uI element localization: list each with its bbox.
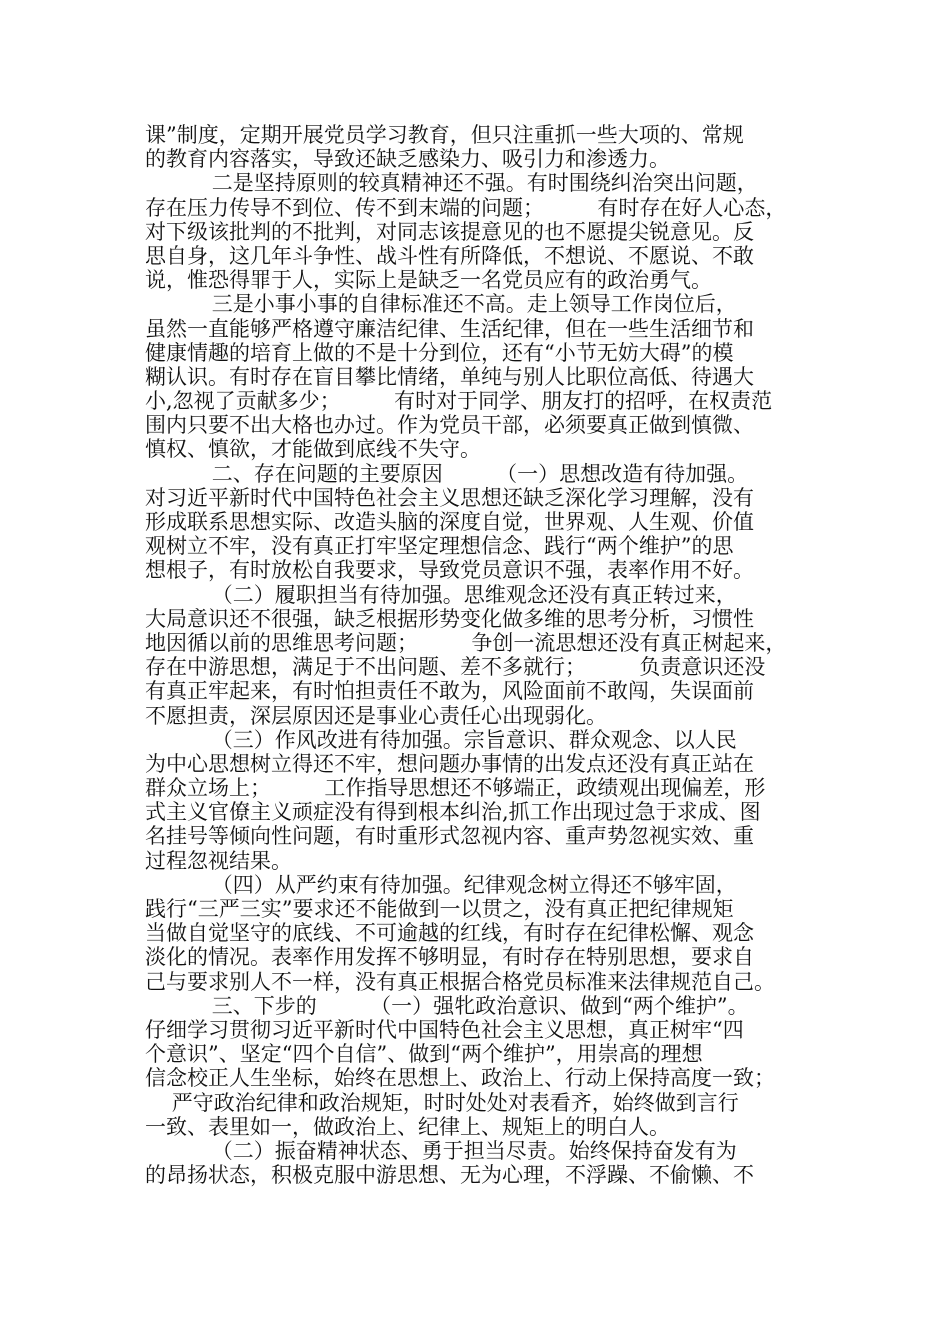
text-line: 式主义官僚主义顽症没有得到根本纠治,抓工作出现过急于求成、图 (145, 800, 761, 825)
text-line: 一致、表里如一，做政治上、纪律上、规矩上的明白人。 (145, 1114, 670, 1139)
text-line: 信念校正人生坐标，始终在思想上、政治上、行动上保持高度一致； (145, 1066, 775, 1091)
document-body (145, 123, 810, 1187)
text-line: 地因循以前的思维思考问题； 争创一流思想还没有真正树起来， (145, 630, 787, 655)
text-line: （三）作风改进有待加强。宗旨意识、群众观念、以人民 (145, 727, 737, 752)
text-line: 严守政治纪律和政治规矩，时时处处对表看齐，始终做到言行 (145, 1090, 739, 1115)
text-line: 仔细学习贯彻习近平新时代中国特色社会主义思想，真正树牢“四 (145, 1017, 744, 1042)
text-line: 的教育内容落实，导致还缺乏感染力、吸引力和渗透力。 (145, 147, 670, 172)
text-line: 有真正牢起来，有时怕担责任不敢为，风险面前不敢闯，失误面前 (145, 679, 754, 704)
text-line: 观树立不牢，没有真正打牢坚定理想信念、践行“两个维护”的思 (145, 534, 734, 559)
text-line: 为中心思想树立得还不牢，想问题办事情的出发点还没有真正站在 (145, 751, 754, 776)
text-line: 二是坚持原则的较真精神还不强。有时围绕纠治突出问题， (145, 171, 758, 196)
text-line: 对下级该批判的不批判，对同志该提意见的也不愿提尖锐意见。反 (145, 219, 754, 244)
text-line: 糊认识。有时存在盲目攀比情绪，单纯与别人比职位高低、待遇大 (145, 364, 754, 389)
text-line: 思自身，这几年斗争性、战斗性有所降低，不想说、不愿说、不敢 (145, 243, 754, 268)
text-line: 的昂扬状态，积极克服中游思想、无为心理，不浮躁、不偷懒、不 (145, 1163, 754, 1188)
text-line: 存在中游思想，满足于不出问题、差不多就行； 负责意识还没 (145, 655, 766, 680)
text-line: 小,忽视了贡献多少； 有时对于同学、朋友打的招呼，在权责范 (145, 389, 773, 414)
text-line: 名挂号等倾向性问题，有时重形式忽视内容、重声势忽视实效、重 (145, 824, 754, 849)
text-line: 存在压力传导不到位、传不到末端的问题； 有时存在好人心态， (145, 195, 787, 220)
text-line: 己与要求别人不一样，没有真正根据合格党员标准来法律规范自己。 (145, 969, 775, 994)
text-line: 对习近平新时代中国特色社会主义思想还缺乏深化学习理解，没有 (145, 485, 754, 510)
text-line: 践行“三严三实”要求还不能做到一以贯之，没有真正把纪律规矩 (145, 897, 734, 921)
text-line: 说，惟恐得罪于人，实际上是缺乏一名党员应有的政治勇气。 (145, 268, 712, 293)
text-line: （二）振奋精神状态、勇于担当尽责。始终保持奋发有为 (145, 1138, 737, 1163)
text-line: 大局意识还不很强，缺乏根据形势变化做多维的思考分析，习惯性 (145, 606, 754, 631)
text-line: 个意识”、坚定“四个自信”、做到“两个维护”，用崇高的理想 (145, 1042, 703, 1067)
text-line: 围内只要不出大格也办过。作为党员干部，必须要真正做到慎微、 (145, 413, 754, 438)
text-line: 群众立场上； 工作指导思想还不够端正，政绩观出现偏差，形 (145, 776, 766, 801)
text-line: 想根子，有时放松自我要求，导致党员意识不强，表率作用不好。 (145, 558, 754, 583)
text-line: 健康情趣的培育上做的不是十分到位，还有“小节无妨大碍”的模 (145, 340, 734, 365)
text-line: （四）从严约束有待加强。纪律观念树立得还不够牢固， (145, 872, 737, 897)
text-line: 不愿担责，深层原因还是事业心责任心出现弱化。 (145, 703, 607, 728)
text-line: 慎权、慎欲，才能做到底线不失守。 (145, 437, 481, 462)
text-line: 当做自觉坚守的底线、不可逾越的红线，有时存在纪律松懈、观念 (145, 921, 754, 946)
text-line: 形成联系思想实际、改造头脑的深度自觉，世界观、人生观、价值 (145, 510, 754, 534)
text-line: 二、存在问题的主要原因 （一）思想改造有待加强。 (145, 461, 749, 486)
text-line: 课”制度，定期开展党员学习教育，但只注重抓一些大项的、常规 (145, 123, 744, 147)
text-line: 三、下步的 （一）强牝政治意识、做到“两个维护”。 (145, 993, 749, 1018)
text-line: 三是小事小事的自律标准还不高。走上领导工作岗位后， (145, 292, 737, 317)
text-line: 虽然一直能够严格遵守廉洁纪律、生活纪律，但在一些生活细节和 (145, 316, 754, 341)
text-line: 过程忽视结果。 (145, 848, 292, 873)
text-line: （二）履职担当有待加强。思维观念还没有真正转过来， (145, 582, 737, 607)
text-line: 淡化的情况。表率作用发挥不够明显，有时存在特别思想，要求自 (145, 945, 754, 970)
